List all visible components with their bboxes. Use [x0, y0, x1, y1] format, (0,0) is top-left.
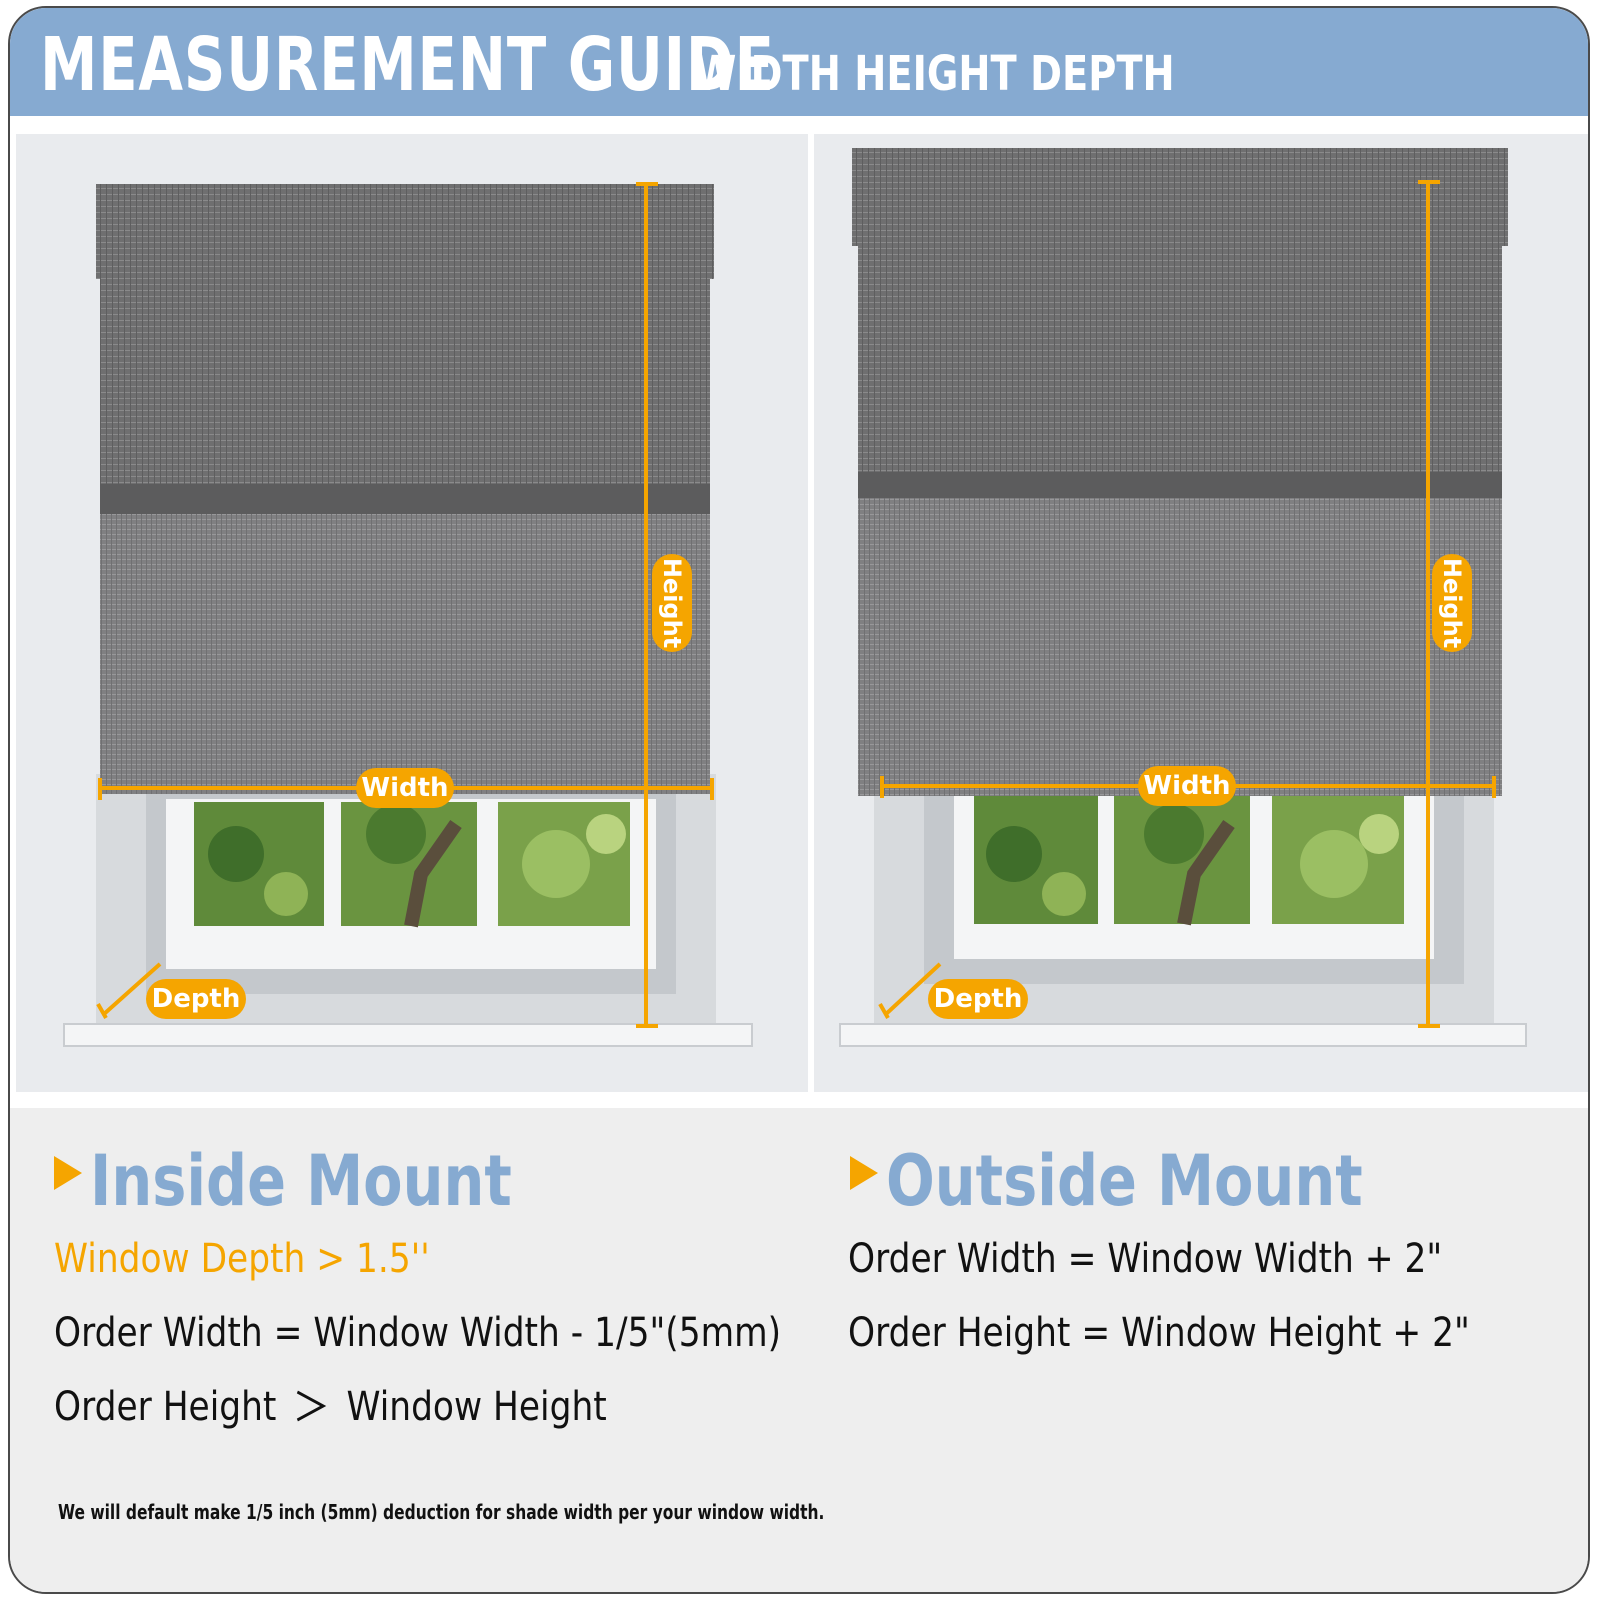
- inside-mount-illustration: [16, 134, 808, 1092]
- outside-mount-illustration: [814, 134, 1590, 1092]
- triangle-bullet-icon: [54, 1156, 82, 1190]
- depth-label: Depth: [933, 984, 1023, 1014]
- shade-fabric: [858, 498, 1502, 796]
- width-label: Width: [361, 773, 449, 803]
- depth-label: Depth: [151, 984, 241, 1014]
- inside-mount-order-width: Order Width = Window Width - 1/5"(5mm): [54, 1310, 782, 1356]
- shade-valance: [96, 184, 714, 279]
- width-label: Width: [1143, 771, 1231, 801]
- inside-mount-svg: [16, 134, 808, 1092]
- outside-mount-order-height: Order Height = Window Height + 2": [848, 1310, 1470, 1356]
- guide-frame: [8, 6, 1590, 1594]
- shade-valance: [852, 148, 1508, 246]
- inside-mount-condition: Window Depth > 1.5'': [54, 1236, 430, 1282]
- page-title: MEASUREMENT GUIDE: [40, 22, 775, 108]
- height-label: Height: [658, 557, 686, 649]
- triangle-bullet-icon: [850, 1156, 878, 1190]
- instructions-section: [10, 1108, 1588, 1594]
- greater-than-icon: [294, 1388, 328, 1424]
- inside-mount-order-height: [54, 1384, 607, 1430]
- deduction-note: We will default make 1/5 inch (5mm) deduction for shade width per your window width.: [58, 1500, 825, 1524]
- header-bar: [10, 8, 1588, 116]
- order-height-label: Order Height: [54, 1384, 277, 1430]
- height-label: Height: [1438, 557, 1466, 649]
- shade-fabric: [100, 514, 710, 794]
- page-subtitle: WIDTH HEIGHT DEPTH: [694, 46, 1175, 102]
- outside-mount-order-width: Order Width = Window Width + 2": [848, 1236, 1443, 1282]
- inside-mount-title: Inside Mount: [90, 1140, 512, 1222]
- outside-mount-title: Outside Mount: [886, 1140, 1363, 1222]
- outside-mount-svg: [814, 134, 1590, 1092]
- window-height-label: Window Height: [346, 1384, 607, 1430]
